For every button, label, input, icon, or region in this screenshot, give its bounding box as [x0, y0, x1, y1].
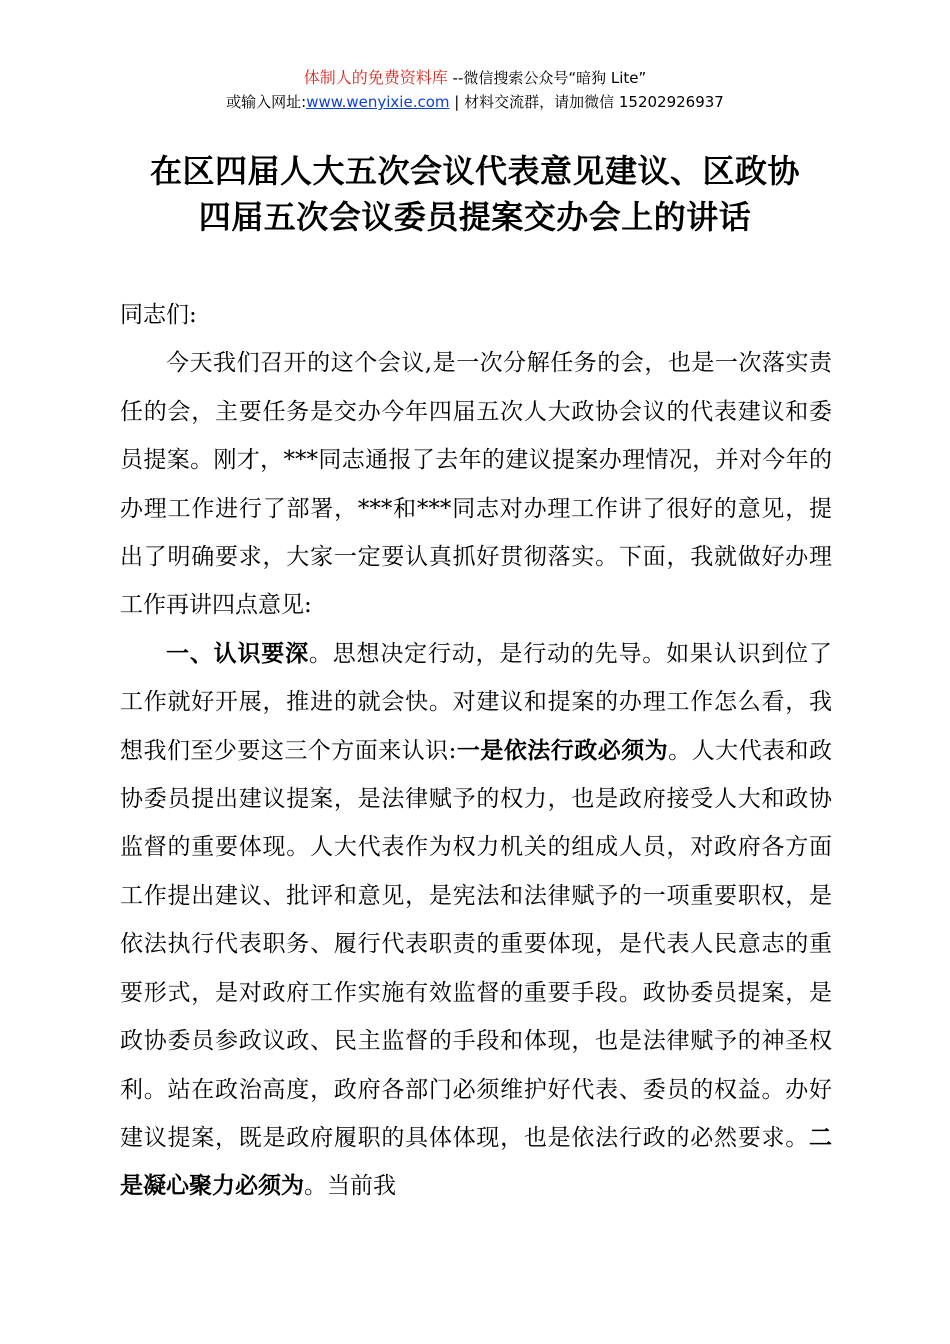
section-1-text: 。思想决定行动，是行动的先导。如果认识到位了工作就好开展，推进的就会快。对建议和提案的办理工作怎么看，我想我们至少要这三个方面来认识: [120, 640, 833, 764]
title-line-1: 在区四届人大五次会议代表意见建议、区政协 [149, 152, 800, 190]
point-1-heading: 一是依法行政必须为 [456, 737, 669, 764]
page-title [0, 148, 950, 240]
contact-text: | 材料交流群，请加微信 15202926937 [449, 93, 724, 111]
point-1-text: 。人大代表和政协委员提出建议提案，是法律赋予的权力，也是政府接受人大和政协监督的重要体现。人大代表作为权力机关的组成人员，对政府各方面工作提出建议、批评和意见，是宪法和法律赋予的一项重要职权，是依法执行代表职务、履行代表职责的重要体现，是代表人民意志的重要形式，是对政府工作实施有效监督的重要手段。政协委员提案，是政协委员参政议政、民主监督的手段和体现，也是法律赋予的神圣权利。站在政治高度，政府各部门必须维护好代表、委员的权益。办好建议提案，既是政府履职的具体体现，也是依法行政的必然要求。 [120, 737, 833, 1151]
section-1-heading: 一、认识要深 [166, 640, 309, 667]
url-prefix: 或输入网址: [226, 93, 307, 111]
website-link[interactable]: www.wenyixie.com [306, 93, 450, 111]
document-body [120, 291, 832, 1211]
brand-text: 体制人的免费资料库 [303, 68, 448, 87]
header-line-1 [0, 66, 950, 90]
header-line-2 [0, 90, 950, 114]
document-header [0, 66, 950, 114]
title-line-2: 四届五次会议委员提案交办会上的讲话 [198, 198, 752, 236]
point-2-text: 。当前我 [304, 1173, 396, 1200]
salutation: 同志们: [120, 302, 197, 328]
point-2-heading: 二是凝心聚力必须为 [120, 1124, 832, 1200]
wechat-text: --微信搜索公众号“暗狗 Lite” [447, 69, 647, 87]
paragraph-section-1 [120, 630, 832, 1211]
paragraph-intro: 今天我们召开的这个会议,是一次分解任务的会，也是一次落实责任的会，主要任务是交办今年四届五次人大政协会议的代表建议和委员提案。刚才，***同志通报了去年的建议提案办理情况，并对今年的办理工作进行了部署，***和***同志对办理工作讲了很好的意见，提出了明确要求，大家一定要认真抓好贯彻落实。下面，我就做好办理工作再讲四点意见: [120, 350, 832, 619]
